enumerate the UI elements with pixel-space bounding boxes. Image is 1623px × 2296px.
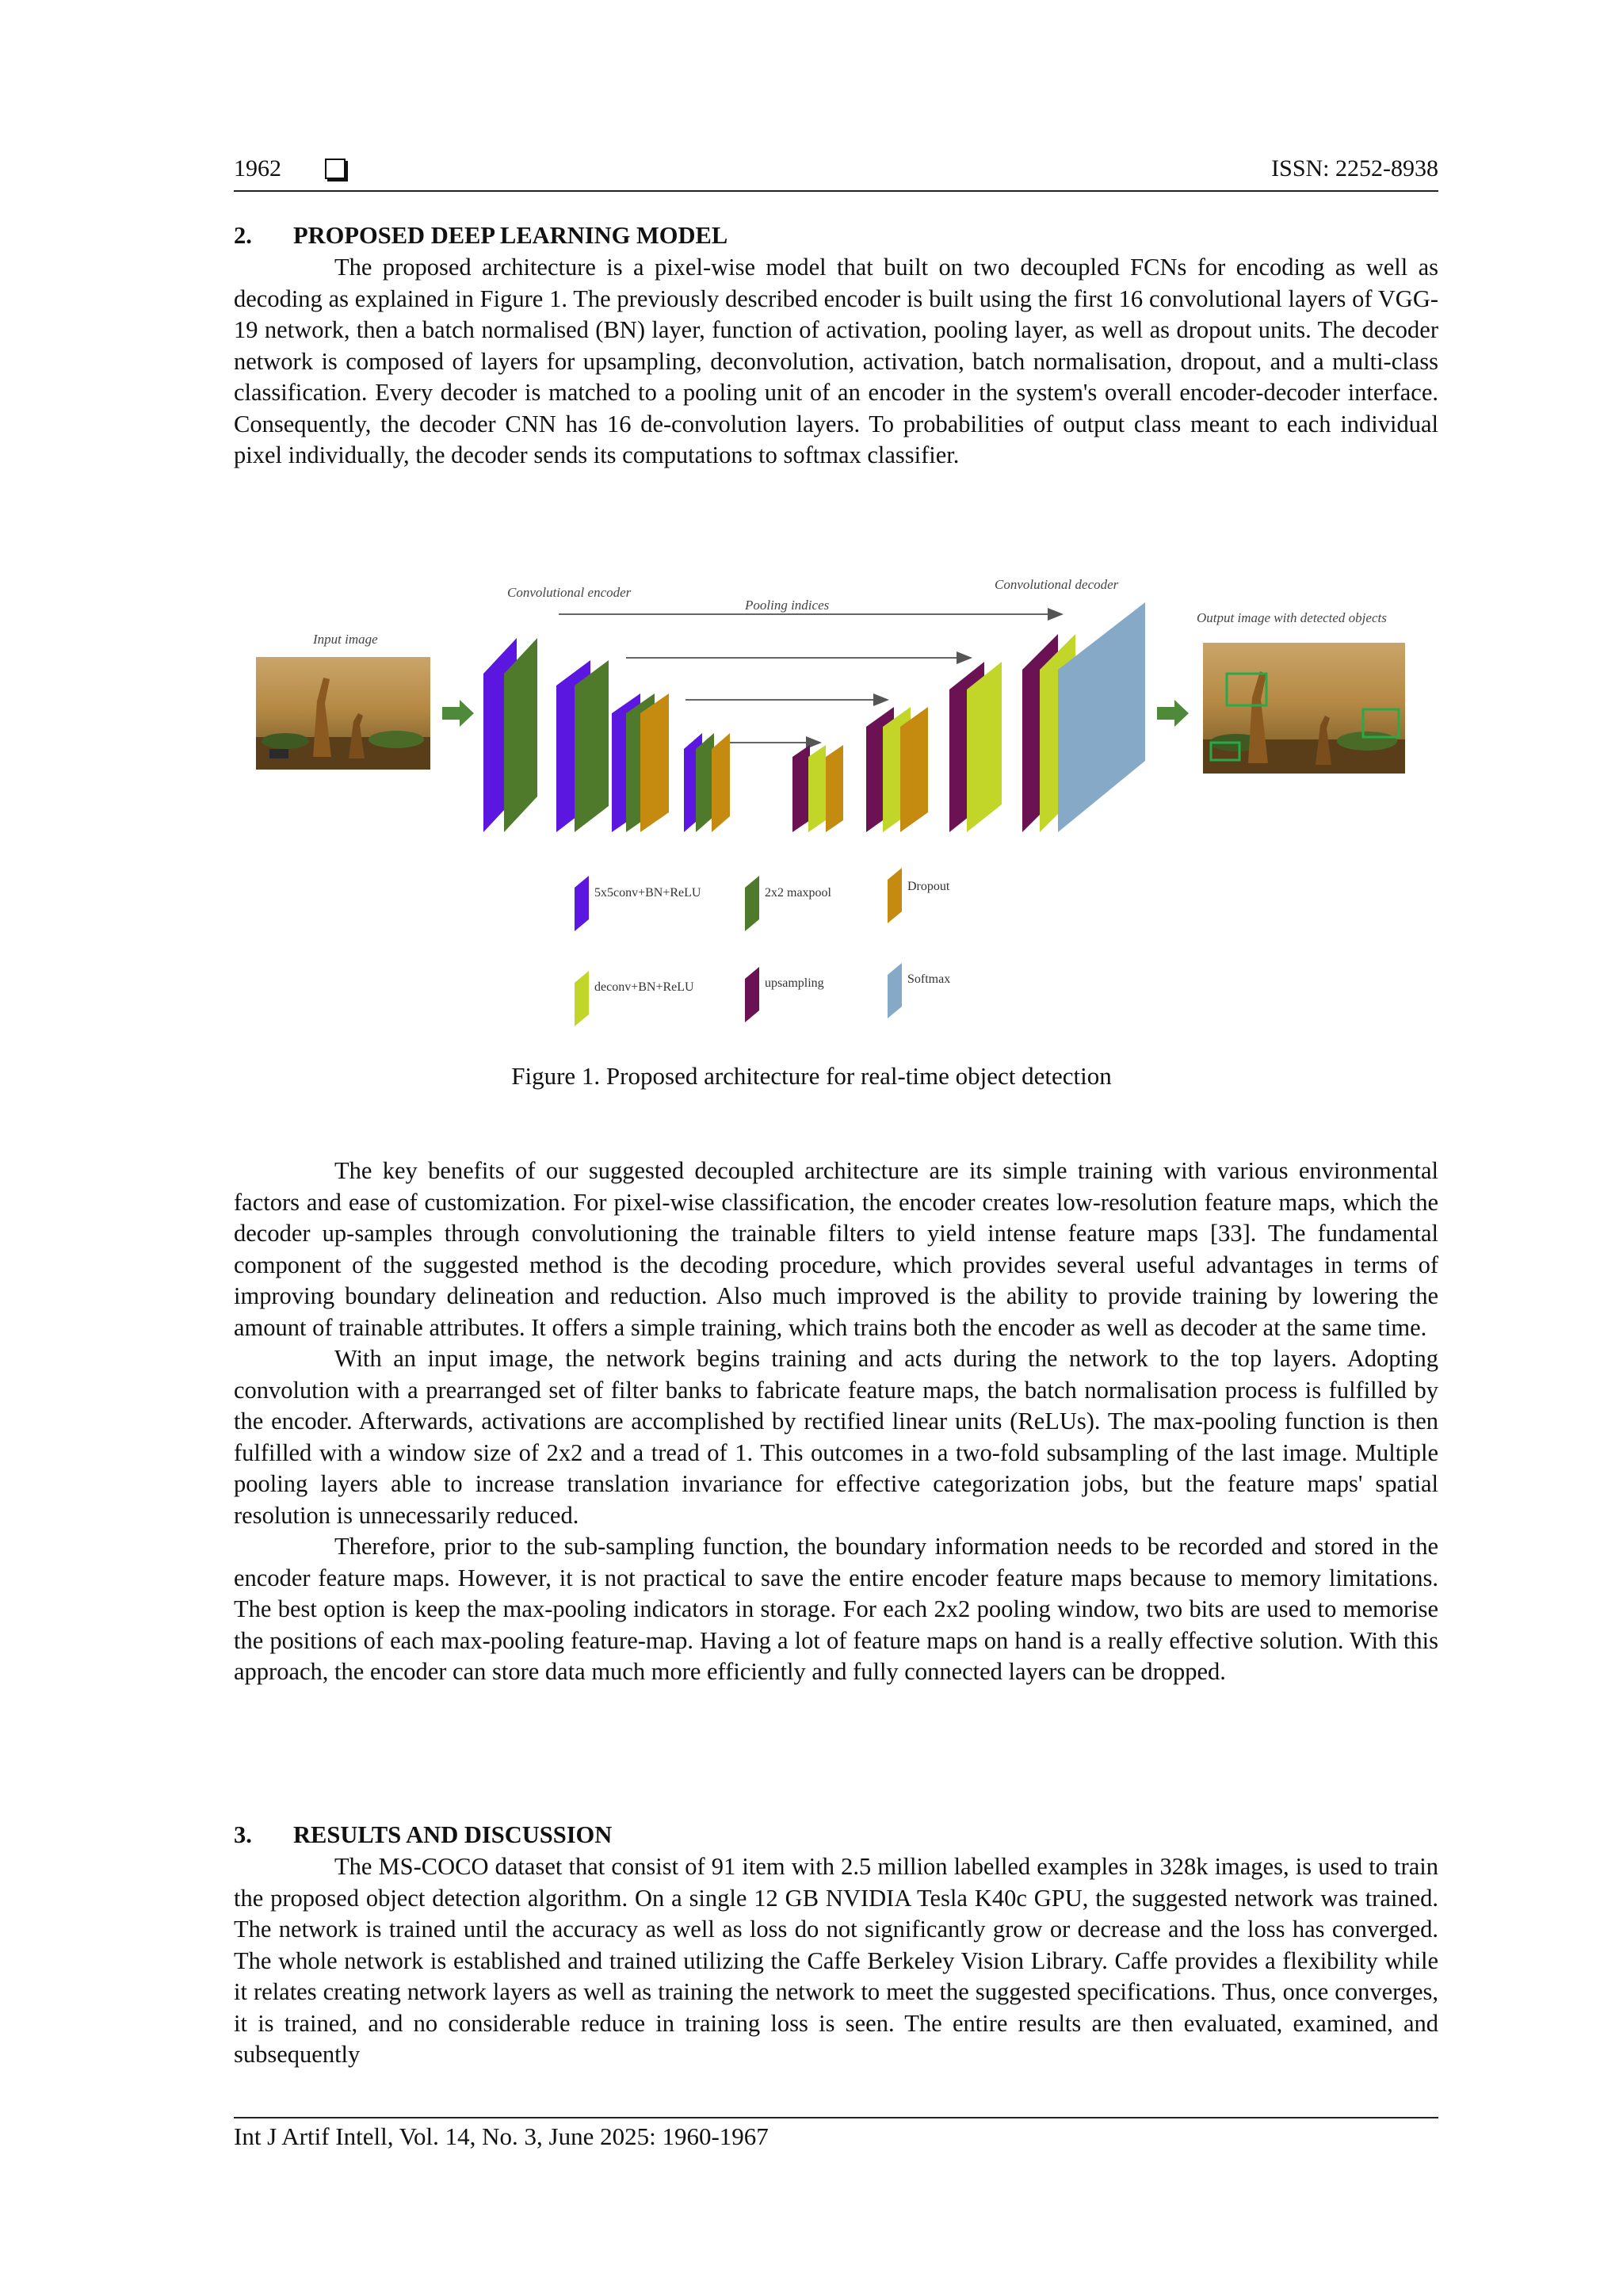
page-number: 1962 [234, 155, 281, 181]
legend-item [745, 967, 824, 1022]
softmax-layer [1058, 602, 1145, 832]
input-image-thumbnail [256, 657, 430, 770]
section-2-heading [234, 222, 727, 250]
arrow-right-icon [1157, 700, 1189, 727]
legend-item [888, 963, 950, 1018]
legend-item [575, 971, 694, 1026]
deconv-layer [808, 745, 826, 832]
section-2-title: PROPOSED DEEP LEARNING MODEL [293, 222, 728, 249]
section-3-number: 3. [234, 1821, 252, 1848]
encoder-layers [483, 638, 730, 832]
legend-label: Softmax [907, 972, 951, 986]
dropout-layer [826, 745, 843, 832]
section-3-title: RESULTS AND DISCUSSION [293, 1821, 613, 1848]
deconv-layer [967, 662, 1002, 832]
section-2-number: 2. [234, 222, 252, 249]
header-rule [234, 190, 1438, 192]
dropout-layer [640, 693, 669, 832]
legend-label: deconv+BN+ReLU [594, 980, 694, 994]
section-3-body [234, 1851, 1438, 2071]
legend-item [575, 876, 701, 931]
legend [575, 868, 950, 1026]
legend-label: Dropout [907, 880, 950, 893]
legend-label: 2x2 maxpool [765, 886, 831, 900]
pooling-indices-label: Pooling indices [745, 598, 830, 613]
dropout-layer [712, 733, 730, 832]
decoder-layers [792, 602, 1145, 832]
dropout-layer [900, 707, 928, 832]
paragraph: Therefore, prior to the sub-sampling function, the boundary information needs to be recorded and stored in the encoder feature maps. However, it is not practical to save the entire encoder feature maps because to memory limitations. The best option is keep the max-pooling indicators in storage. For each 2x2 pooling window, two bits are used to memorise the positions of each max-pooling feature-map. Having a lot of feature maps on hand is a really effective solution. With this approach, the encoder can store data much more efficiently and fully connected layers can be dropped. [234, 1533, 1438, 1685]
upsampling-layer [792, 745, 810, 832]
paragraph: With an input image, the network begins training and acts during the network to the top layers. Adopting convolution with a prearranged set of filter banks to fabricate feature maps, the batch normalisation process is fulfilled by the encoder. Afterwards, activations are accomplished by rectified linear units (ReLUs). The max-pooling function is then fulfilled with a window size of 2x2 and a tread of 1. This outcomes in a two-fold subsampling of the last image. Multiple pooling layers able to increase translation invariance for effective categorization jobs, but the feature maps' spatial resolution is unnecessarily reduced. [234, 1345, 1438, 1529]
footer-citation: Int J Artif Intell, Vol. 14, No. 3, June 2025: 1960-1967 [234, 2122, 769, 2150]
paragraph: The proposed architecture is a pixel-wise model that built on two decoupled FCNs for encoding as well as decoding as explained in Figure 1. The previously described encoder is built using the first 16 convolutional layers of VGG-19 network, then a batch normalised (BN) layer, function of activation, pooling layer, as well as dropout units. The decoder network is composed of layers for upsampling, deconvolution, activation, batch normalisation, dropout, and a multi-class classification. Every decoder is matched to a pooling unit of an encoder in the system's overall encoder-decoder interface. Consequently, the decoder CNN has 16 de-convolution layers. To probabilities of output class meant to each individual pixel individually, the decoder sends its computations to softmax classifier. [234, 254, 1438, 468]
body-text [234, 1156, 1438, 1688]
section-3-heading [234, 1821, 612, 1849]
legend-item [888, 868, 950, 923]
footer-rule [234, 2117, 1438, 2118]
output-image-label: Output image with detected objects [1197, 610, 1387, 625]
paragraph: The key benefits of our suggested decoupled architecture are its simple training with various environmental factors and ease of customization. For pixel-wise classification, the encoder creates low-resolution feature maps, which the decoder up-samples through convolutioning the trainable filters to yield intense feature maps [33]. The fundamental component of the suggested method is the decoding procedure, which provides several useful advantages in terms of improving boundary delineation and reduction. Also much improved is the ability to provide training by lowering the amount of trainable attributes. It offers a simple training, which trains both the encoder as well as decoder at the same time. [234, 1157, 1438, 1341]
legend-item [745, 876, 832, 931]
figure-caption: Figure 1. Proposed architecture for real-time object detection [511, 1062, 1112, 1090]
section-2-body [234, 252, 1438, 472]
issn: ISSN: 2252-8938 [1271, 155, 1438, 181]
legend-label: upsampling [765, 976, 824, 990]
maxpool-layer [575, 660, 609, 832]
input-image-label: Input image [313, 632, 378, 647]
decoder-label: Convolutional decoder [995, 577, 1119, 592]
architecture-figure [238, 559, 1426, 1050]
square-bullet-icon [325, 159, 346, 179]
legend-label: 5x5conv+BN+ReLU [594, 886, 701, 900]
paragraph: The MS-COCO dataset that consist of 91 item with 2.5 million labelled examples in 328k images, is used to train the proposed object detection algorithm. On a single 12 GB NVIDIA Tesla K40c GPU, the suggested network was trained. The network is trained until the accuracy as well as loss do not significantly grow or decrease and the loss has converged. The whole network is established and trained utilizing the Caffe Berkeley Vision Library. Caffe provides a flexibility while it relates creating network layers as well as training the network to meet the suggested specifications. Thus, once converges, it is trained, and no considerable reduce in training loss is seen. The entire results are then evaluated, examined, and subsequently [234, 1853, 1438, 2068]
arrow-right-icon [442, 700, 474, 727]
maxpool-layer [696, 733, 714, 832]
output-image-thumbnail [1203, 643, 1405, 774]
encoder-label: Convolutional encoder [507, 585, 632, 600]
